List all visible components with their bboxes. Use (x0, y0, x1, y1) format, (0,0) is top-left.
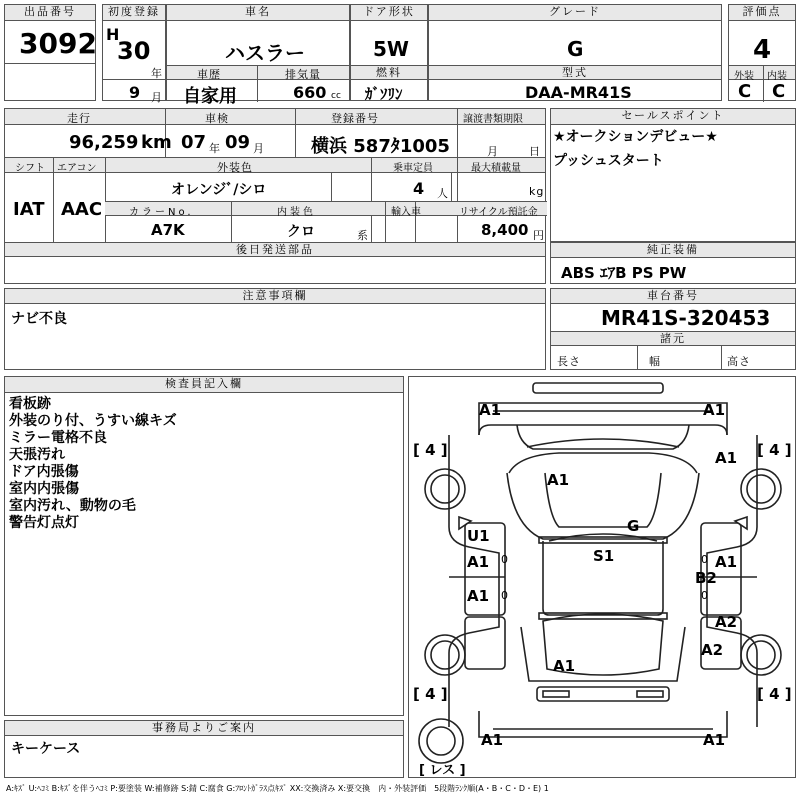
color: オレンジﾞ/シロ (171, 182, 267, 198)
zero-mark: 0 (501, 589, 508, 602)
damage-mark: B2 (695, 569, 717, 587)
capacity-unit: 人 (437, 187, 449, 200)
damage-mark: A1 (703, 401, 726, 419)
equipment-label: 純正装備 (551, 243, 795, 258)
interior-label: 内装 (767, 71, 787, 82)
mileage: 96,259 (69, 132, 139, 153)
legend: A:ｷｽﾞ U:ﾍｺﾐ B:ｷｽﾞを伴うﾍｺﾐ P:要塗装 W:補修跡 S:錆 C:腐食 G:ﾌﾛﾝﾄｶﾞﾗｽ点ｷｽﾞ XX:交換済み X:要交換 内・外装評価 5段階ﾗﾝｸ順(A・B・C・D・E) 1 (6, 784, 549, 793)
inspector-box (4, 376, 404, 716)
era: H (106, 25, 120, 44)
door-box (350, 4, 428, 101)
car-name-box (166, 4, 350, 107)
inspector-label: 検査員記入欄 (5, 377, 403, 393)
recycle-label: リサイクル預託金 (459, 207, 538, 218)
inspector-note: 天張汚れ (9, 447, 65, 463)
inspector-note: 室内内張傷 (9, 481, 79, 497)
displacement-label: 排気量 (285, 68, 321, 81)
shift-label: シフト (15, 163, 45, 174)
damage-mark: A1 (703, 731, 726, 749)
capacity: 4 (413, 179, 425, 198)
width-label: 幅 (649, 355, 661, 368)
damage-mark: A1 (467, 587, 490, 605)
sales-box (550, 108, 796, 242)
lot-number: 3092 (19, 27, 97, 60)
interior-grade: C (772, 81, 786, 102)
exterior-label: 外装 (734, 71, 754, 82)
damage-mark: A1 (467, 553, 490, 571)
model: DAA-MR41S (525, 83, 632, 102)
year-unit: 年 (151, 67, 163, 80)
sales-point-2: プッシュスタート (553, 153, 664, 169)
car-outline (409, 377, 797, 779)
grade-label: グレード (429, 5, 721, 21)
damage-mark: A1 (479, 401, 502, 419)
shift: IAT (13, 199, 45, 220)
damage-mark: A2 (715, 613, 738, 631)
fuel-label: 燃料 (351, 66, 427, 80)
car-name-label: 車名 (167, 5, 349, 21)
inspection-label: 車検 (205, 112, 229, 125)
load-label: 最大積載量 (471, 163, 521, 174)
first-reg-label: 初度登録 (103, 5, 165, 21)
reg-year: 30 (117, 37, 151, 65)
office-box (4, 720, 404, 778)
int-color-label: 内装色 (277, 207, 316, 218)
score: 4 (753, 35, 772, 65)
damage-mark: A1 (715, 449, 738, 467)
damage-mark: A1 (715, 553, 738, 571)
length-label: 長さ (557, 355, 581, 368)
height-label: 高さ (727, 355, 751, 368)
damage-mark: A1 (481, 731, 504, 749)
model-label: 型式 (429, 66, 721, 80)
capacity-label: 乗車定員 (393, 163, 433, 174)
sales-label: セールスポイント (551, 109, 795, 125)
first-reg-box (102, 4, 166, 104)
month-unit: 月 (151, 91, 163, 104)
ac-label: エアコン (57, 163, 97, 174)
damage-mark: A2 (701, 641, 724, 659)
inspector-note: 警告灯点灯 (9, 515, 79, 531)
office-label: 事務局よりご案内 (5, 721, 403, 736)
insp-year-unit: 年 (209, 142, 221, 155)
history-label: 車歴 (197, 68, 221, 81)
caution-label: 注意事項欄 (5, 289, 545, 304)
lot-box (4, 4, 96, 101)
inspector-note: 看板跡 (9, 396, 51, 412)
inspector-note: ドア内張傷 (9, 464, 79, 480)
import-label: 輸入車 (391, 207, 421, 218)
grade: G (567, 37, 584, 61)
mileage-unit: km (141, 132, 172, 153)
recycle: 8,400 (481, 221, 529, 239)
spare-tire-label: [ レス ] (419, 763, 466, 778)
equipment: ABS ｴｱB PS PW (561, 264, 687, 282)
car-diagram (408, 376, 796, 778)
color-no-label: カラーNo. (129, 207, 194, 218)
lot-label: 出品番号 (5, 5, 95, 21)
insp-month: 09 (225, 132, 251, 153)
chassis-box (550, 288, 796, 370)
equipment-box (550, 242, 796, 284)
damage-mark: A1 (553, 657, 576, 675)
inspector-note: 外装のり付、うすい線キズ (9, 413, 177, 429)
caution-box (4, 288, 546, 370)
ac: AAC (61, 199, 103, 220)
spec-block (4, 108, 546, 284)
caution-text: ナビ不良 (11, 311, 67, 327)
car-name: ハスラー (225, 41, 305, 65)
zero-mark: 0 (501, 553, 508, 566)
transfer-day: 日 (529, 145, 541, 158)
damage-mark: A1 (547, 471, 570, 489)
int-color-unit: 系 (357, 229, 369, 242)
displacement-unit: cc (331, 91, 341, 101)
zero-mark: 0 (701, 589, 708, 602)
damage-mark: G (627, 517, 640, 535)
insp-year: 07 (181, 132, 207, 153)
color-no: A7K (151, 221, 185, 239)
door: 5W (373, 37, 409, 61)
damage-mark: U1 (467, 527, 490, 545)
plate: 横浜 587ﾀ1005 (311, 136, 450, 157)
transfer-label: 譲渡書類期限 (463, 114, 523, 125)
mileage-label: 走行 (67, 112, 91, 125)
tire-tread-fr: [ 4 ] (757, 441, 792, 459)
chassis-number: MR41S-320453 (601, 306, 771, 330)
tire-tread-rr: [ 4 ] (757, 685, 792, 703)
recycle-unit: 円 (533, 229, 545, 242)
insp-month-unit: 月 (253, 142, 265, 155)
damage-mark: S1 (593, 547, 615, 565)
dims-label: 諸元 (551, 332, 795, 346)
load-unit: kg (529, 185, 545, 198)
inspector-note: ミラー電格不良 (9, 430, 107, 446)
grade-box (428, 4, 722, 101)
zero-mark: 0 (701, 553, 708, 566)
history: 自家用 (183, 86, 237, 107)
sales-point-1: ★オークションデビュー★ (553, 129, 718, 145)
chassis-label: 車台番号 (551, 289, 795, 304)
score-box (728, 4, 796, 101)
tire-tread-rl: [ 4 ] (413, 685, 448, 703)
tire-tread-fl: [ 4 ] (413, 441, 448, 459)
later-parts-label: 後日発送部品 (5, 243, 545, 257)
transfer-month: 月 (487, 145, 499, 158)
reg-month: 9 (129, 83, 141, 102)
office-text: キーケース (11, 741, 81, 757)
door-label: ドア形状 (351, 5, 427, 21)
int-color: クロ (287, 224, 315, 240)
displacement: 660 (293, 83, 327, 102)
score-label: 評価点 (729, 5, 795, 21)
color-label: 外装色 (217, 161, 253, 174)
plate-label: 登録番号 (331, 112, 379, 125)
inspector-note: 室内汚れ、動物の毛 (9, 498, 136, 514)
exterior-grade: C (738, 81, 752, 102)
fuel: ｶﾞｿﾘﾝ (365, 85, 403, 103)
